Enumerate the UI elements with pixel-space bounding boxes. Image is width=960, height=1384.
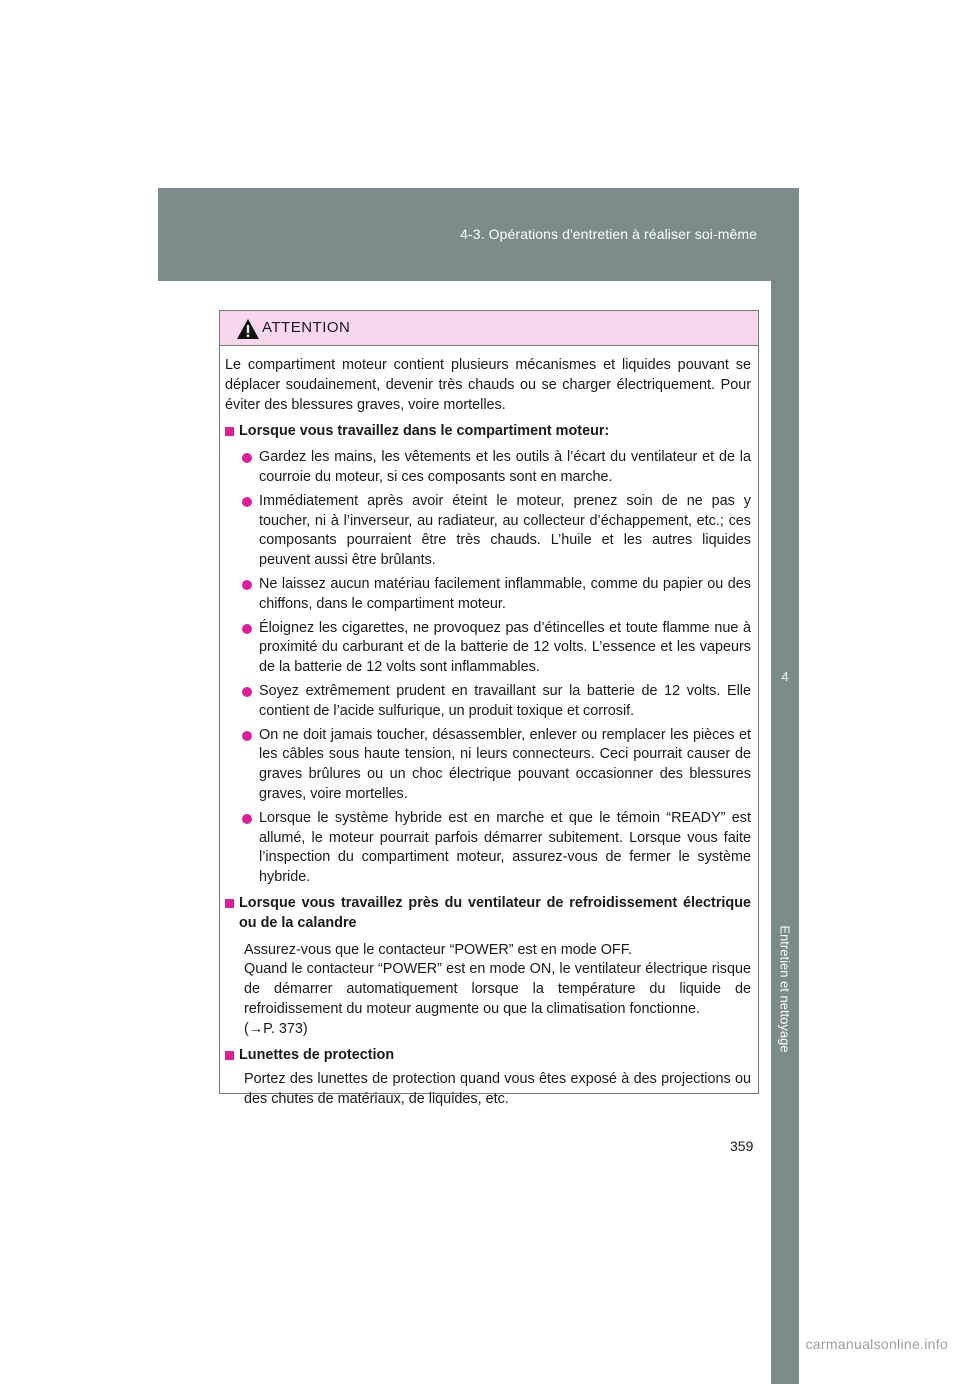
section-text-line: Assurez-vous que le contacteur “POWER” est en mode OFF.	[244, 941, 632, 958]
section-title: 4-3. Opérations d'entretien à réaliser soi-même	[460, 226, 757, 242]
section-heading-text: Lorsque vous travaillez dans le compartiment moteur:	[239, 423, 610, 440]
caution-box	[219, 310, 759, 1108]
list-item-text: Immédiatement après avoir éteint le moteur, prenez soin de ne pas y toucher, ni à l’inverseur, au radiateur, au collecteur d’échappement, etc.; ces composants pourraient être très chauds. L’huile et les autres liquides peuvent aussi être brûlants.	[259, 492, 751, 569]
list-item-text: Ne laissez aucun matériau facilement inflammable, comme du papier ou des chiffons, dans le compartiment moteur.	[259, 575, 751, 612]
warning-triangle-icon	[236, 318, 260, 340]
list-item	[225, 575, 751, 615]
list-item-text: Gardez les mains, les vêtements et les outils à l’écart du ventilateur et de la courroie du moteur, si ces composants sont en marche.	[259, 449, 751, 485]
square-bullet-icon	[225, 427, 234, 436]
list-item-text: On ne doit jamais toucher, désassembler, enlever ou remplacer les pièces et les câbles sous haute tension, ni leurs connecteurs. Ceci pourrait causer de graves brûlures ou un choc électrique pouvant occasionner des blessures graves, voire mortelles.	[259, 726, 751, 802]
round-bullet-icon	[242, 580, 252, 590]
round-bullet-icon	[242, 497, 252, 507]
caution-title: ATTENTION	[262, 319, 351, 336]
chapter-side-tab	[771, 281, 799, 1384]
chapter-label: Entretien et nettoyage	[777, 925, 793, 1053]
section-heading	[225, 1046, 751, 1066]
list-item	[225, 448, 751, 488]
round-bullet-icon	[242, 687, 252, 697]
square-bullet-icon	[225, 1051, 234, 1060]
round-bullet-icon	[242, 453, 252, 463]
page-reference: (→P. 373)	[244, 1020, 308, 1037]
list-item	[225, 492, 751, 571]
caution-header	[220, 311, 758, 346]
list-item-text: Soyez extrêmement prudent en travaillant sur la batterie de 12 volts. Elle contient de l’acide sulfurique, un produit toxique et corrosif.	[259, 682, 751, 719]
section-heading-text: Lunettes de protection	[239, 1046, 395, 1063]
list-item	[225, 619, 751, 678]
list-item	[225, 682, 751, 722]
chapter-header-band	[158, 188, 799, 281]
round-bullet-icon	[242, 624, 252, 634]
section-heading	[225, 894, 751, 934]
section-paragraph: Portez des lunettes de protection quand vous êtes exposé à des projections ou des chutes de matériaux, de liquides, etc.	[244, 1071, 751, 1108]
round-bullet-icon	[242, 814, 252, 824]
list-item-text: Lorsque le système hybride est en marche et que le témoin “READY” est allumé, le moteur pourrait parfois démarrer subitement. Lorsque vous faite l’inspection du compartiment moteur, assurez-vous de fermer le système hybride.	[259, 809, 751, 886]
page-number: 359	[730, 1138, 754, 1154]
caution-body	[220, 346, 758, 1110]
caution-intro: Le compartiment moteur contient plusieurs mécanismes et liquides pouvant se déplacer soudainement, devenir très chauds ou se charger électriquement. Pour éviter des blessures graves, voire mortelles.	[225, 357, 751, 413]
list-item	[225, 726, 751, 805]
list-item-text: Éloignez les cigarettes, ne provoquez pas d’étincelles et toute flamme nue à proximité du carburant et de la batterie de 12 volts. L’essence et les vapeurs de la batterie de 12 volts sont inflammables.	[259, 619, 751, 676]
square-bullet-icon	[225, 899, 234, 908]
section-heading-text: Lorsque vous travaillez près du ventilateur de refroidissement électrique ou de la calandre	[239, 894, 751, 931]
list-item	[225, 809, 751, 888]
watermark: carmanualsonline.info	[805, 1336, 948, 1352]
section-heading	[225, 422, 751, 442]
chapter-number: 4	[781, 669, 789, 684]
section-paragraph	[225, 941, 751, 1040]
section-text-line: Quand le contacteur “POWER” est en mode ON, le ventilateur électrique risque de démarrer automatiquement lorsque la température du liquide de refroidissement du moteur augmente ou que la climatisation fonctionne.	[244, 961, 751, 1017]
round-bullet-icon	[242, 731, 252, 741]
